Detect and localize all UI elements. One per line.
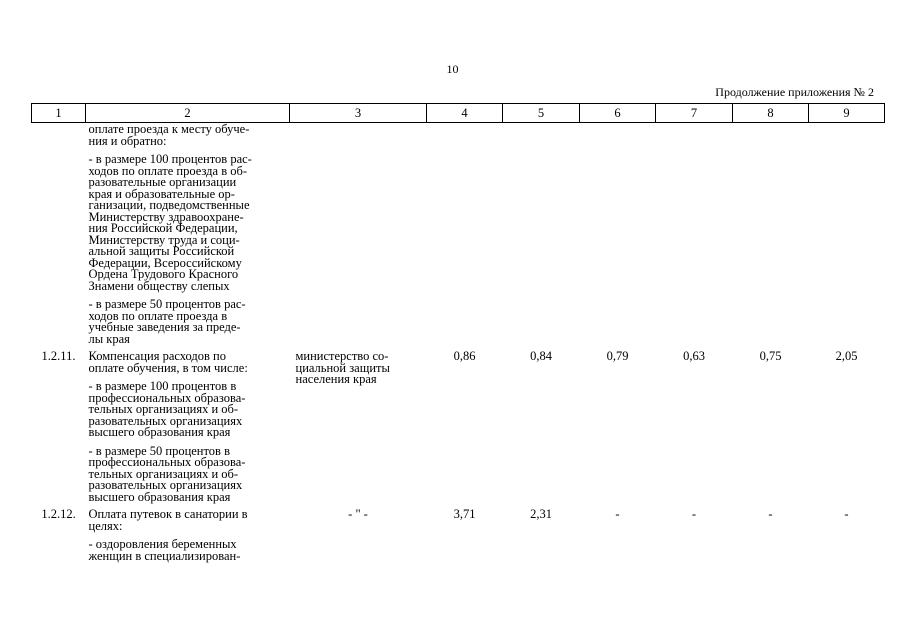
header-cell: 1 xyxy=(32,104,86,123)
description-line: - в размере 100 процентов в профессиональных образова- тельных организациях и об- разовательных организациях высшего образования края xyxy=(88,379,246,439)
page-number: 10 xyxy=(446,62,459,76)
header-cell: 7 xyxy=(656,104,733,123)
row-value: - xyxy=(768,507,773,521)
row-value: 0,84 xyxy=(530,349,552,363)
row-value: - xyxy=(691,507,697,521)
row-value xyxy=(809,123,885,352)
row-code: 1.2.11. xyxy=(41,349,76,363)
row-value: 0,79 xyxy=(606,349,629,363)
row-value: 2,05 xyxy=(835,349,858,363)
row-executor: - " - xyxy=(348,507,368,521)
table-row xyxy=(32,351,885,509)
row-value xyxy=(503,123,580,352)
header-row xyxy=(32,104,885,123)
description-line: Компенсация расходов по оплате обучения, в том числе: xyxy=(88,349,248,375)
row-value: - xyxy=(615,507,620,521)
row-description xyxy=(86,123,290,352)
row-value: 2,31 xyxy=(530,507,552,521)
row-value: 0,63 xyxy=(683,349,705,363)
table-row xyxy=(32,509,885,562)
description-line: - оздоровления беременных женщин в специализирован- xyxy=(88,537,241,563)
header-cell: 5 xyxy=(503,104,580,123)
row-value xyxy=(733,123,809,352)
row-code: 1.2.12. xyxy=(41,507,76,521)
header-cell: 9 xyxy=(809,104,885,123)
row-description xyxy=(86,351,290,509)
row-value: 0,86 xyxy=(453,349,476,363)
header-cell: 3 xyxy=(290,104,427,123)
description-line: Оплата путевок в санатории в целях: xyxy=(88,507,248,533)
table-row xyxy=(32,123,885,352)
row-executor xyxy=(290,123,427,352)
data-table xyxy=(31,103,885,562)
row-description xyxy=(86,509,290,562)
row-executor: министерство со- циальной защиты населения края xyxy=(295,349,390,386)
row-value: - xyxy=(844,507,849,521)
row-code xyxy=(32,123,86,352)
description-line: - в размере 100 процентов рас- ходов по оплате проезда в об- разовательные организации края и образовательные ор- ганизации, подведомственные Министерству здравоохране- ния Российской Федерации, Министерству труда и соци- альной защиты Российской Федерации, Всероссийскому Ордена Трудового Красного Знамени обществу слепых xyxy=(88,152,252,293)
description-line: - в размере 50 процентов в профессиональных образова- тельных организациях и об- разовательных организациях высшего образования края xyxy=(88,443,246,504)
row-value: 3,71 xyxy=(453,507,476,521)
row-value xyxy=(427,123,503,352)
description-line: - в размере 50 процентов рас- ходов по оплате проезда в учебные заведения за преде- лы края xyxy=(88,297,246,346)
row-value xyxy=(656,123,733,352)
continuation-label: Продолжение приложения № 2 xyxy=(715,85,874,99)
row-value xyxy=(580,123,656,352)
row-value: 0,75 xyxy=(759,349,782,363)
header-cell: 6 xyxy=(580,104,656,123)
header-cell: 4 xyxy=(427,104,503,123)
description-line: оплате проезда к месту обуче- ния и обратно: xyxy=(88,122,250,148)
header-cell: 2 xyxy=(86,104,290,123)
header-cell: 8 xyxy=(733,104,809,123)
